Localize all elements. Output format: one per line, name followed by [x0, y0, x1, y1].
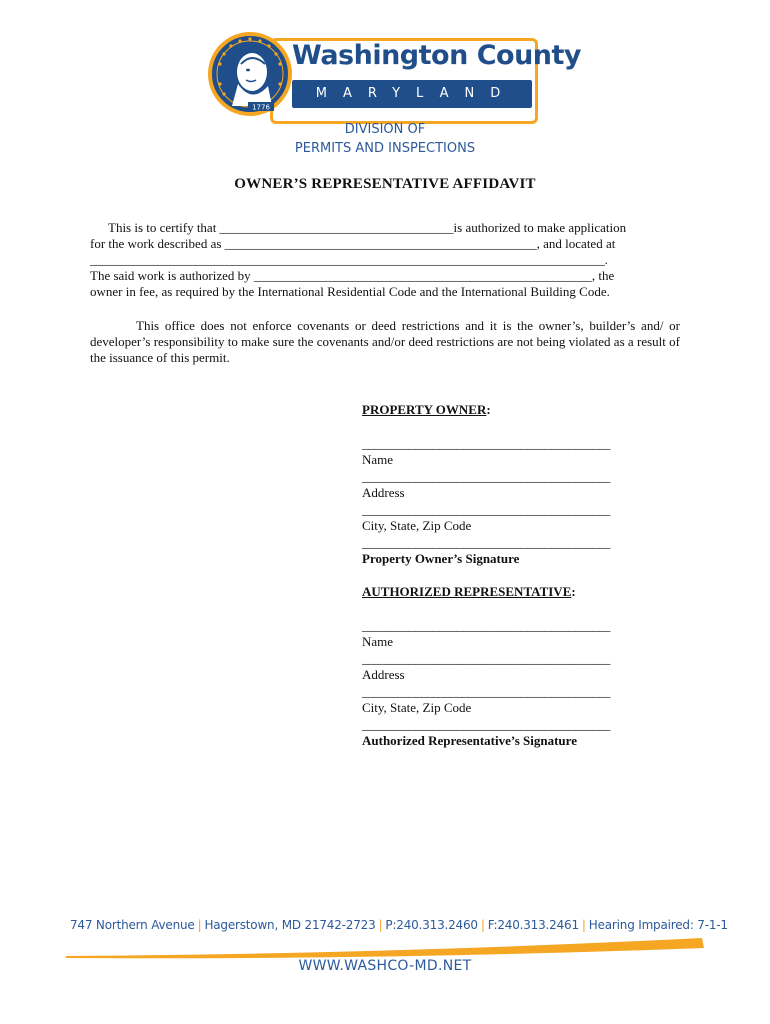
certify-line-2: for the work described as ________________________________________________, and located at [90, 236, 616, 251]
footer-address: 747 Northern Avenue [70, 918, 195, 932]
footer-fax: F:240.313.2461 [487, 918, 579, 932]
footer-separator: | [197, 918, 202, 932]
property-owner-colon: : [486, 402, 491, 417]
footer-separator: | [581, 918, 586, 932]
rep-address-line[interactable]: __________________________________________ [362, 651, 610, 666]
owner-address-label: Address [362, 485, 405, 500]
footer-separator: | [480, 918, 485, 932]
property-owner-heading: PROPERTY OWNER [362, 402, 487, 417]
county-logo [208, 24, 582, 124]
document-title: OWNER’S REPRESENTATIVE AFFIDAVIT [234, 176, 536, 192]
covenants-text: This office does not enforce covenants or deed restrictions and it is the owner’s, builder’s and/ or developer’s responsibility to make sure the covenants and/or deed restrictions are not being violated as a result of the issuance of this permit. [90, 318, 680, 365]
county-name: Washington County [292, 40, 582, 71]
state-bar [292, 80, 532, 108]
representative-colon: : [571, 584, 576, 599]
rep-name-line[interactable]: __________________________________________ [362, 618, 610, 633]
owner-signature-line[interactable]: __________________________________________ [362, 535, 610, 550]
certify-line-1: This is to certify that ____________________________________is authorized to make application [108, 220, 627, 235]
authorized-representative-block [362, 584, 652, 749]
owner-name-label: Name [362, 452, 394, 467]
state-name: MARYLAND [315, 86, 517, 101]
owner-signature-label: Property Owner’s Signature [362, 551, 520, 566]
certify-line-5: owner in fee, as required by the International Residential Code and the International Building Code. [90, 284, 610, 299]
covenants-paragraph [90, 318, 680, 366]
division-line-2: PERMITS AND INSPECTIONS [294, 141, 476, 156]
footer-separator: | [378, 918, 383, 932]
rep-city-label: City, State, Zip Code [362, 700, 472, 715]
owner-address-line[interactable]: __________________________________________ [362, 469, 610, 484]
rep-signature-line[interactable]: __________________________________________ [362, 717, 610, 732]
footer-city: Hagerstown, MD 21742-2723 [204, 918, 376, 932]
footer-website-link[interactable]: WWW.WASHCO-MD.NET [298, 958, 472, 974]
rep-city-line[interactable]: __________________________________________ [362, 684, 610, 699]
certification-paragraph [90, 220, 680, 300]
certify-line-3: ___________________________________________________________________________________. [90, 252, 608, 267]
certify-line-4: The said work is authorized by ____________________________________________________, the [90, 268, 615, 283]
division-title [0, 120, 770, 158]
owner-city-line[interactable]: __________________________________________ [362, 502, 610, 517]
rep-signature-label: Authorized Representative’s Signature [362, 733, 577, 748]
rep-address-label: Address [362, 667, 405, 682]
seal-year: 1776 [252, 103, 270, 112]
rep-name-label: Name [362, 634, 394, 649]
division-line-1: DIVISION OF [344, 122, 426, 137]
county-seal-icon [208, 24, 294, 124]
owner-name-line[interactable]: __________________________________________ [362, 436, 610, 451]
owner-city-label: City, State, Zip Code [362, 518, 472, 533]
footer-hearing: Hearing Impaired: 7-1-1 [588, 918, 728, 932]
footer-contact [70, 918, 728, 932]
footer-phone: P:240.313.2460 [385, 918, 478, 932]
property-owner-block [362, 402, 652, 567]
representative-heading: AUTHORIZED REPRESENTATIVE [362, 584, 572, 599]
